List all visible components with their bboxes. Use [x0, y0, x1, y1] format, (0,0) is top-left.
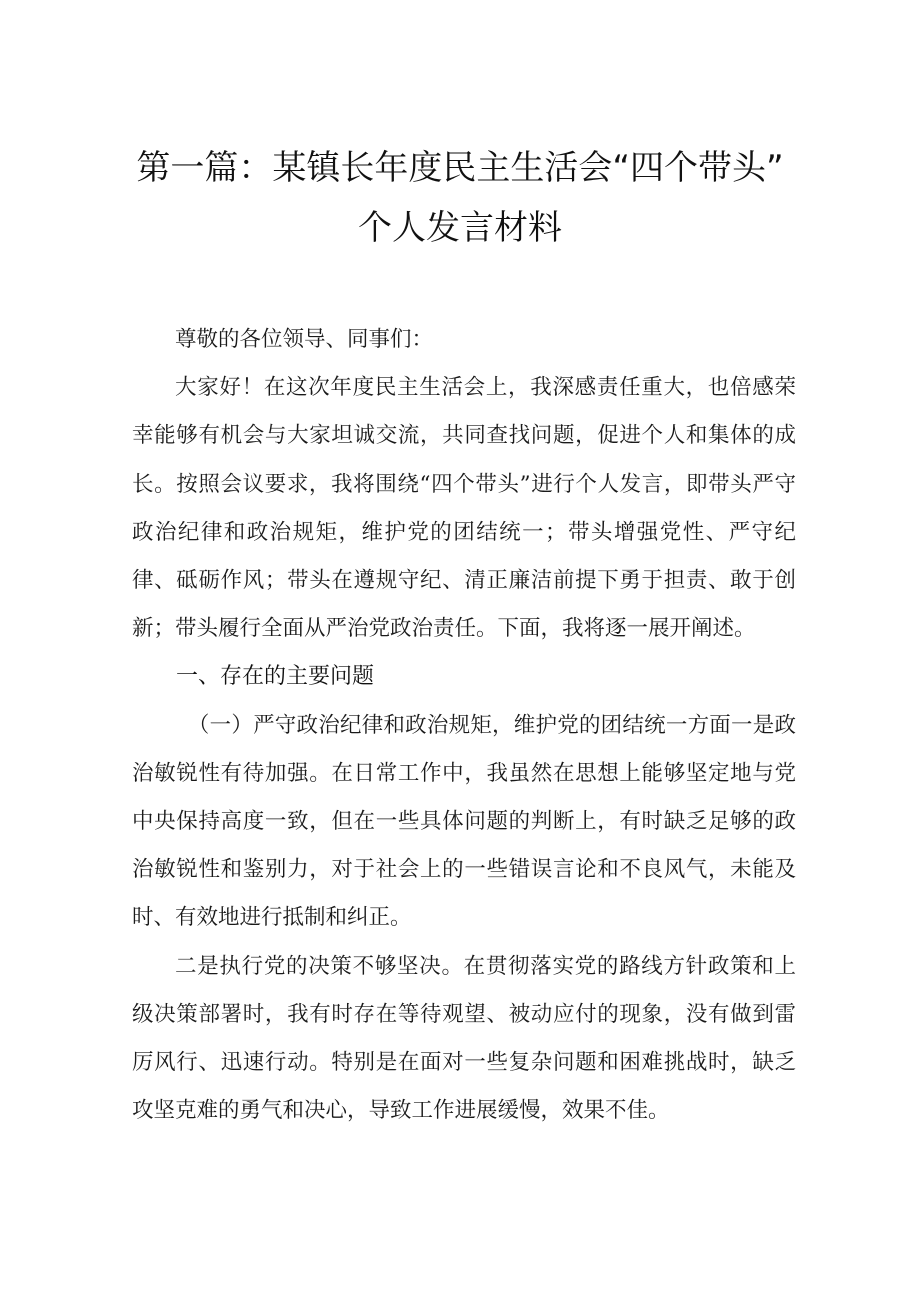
- title-line-1: 第一篇：某镇长年度民主生活会“四个带头”: [136, 148, 784, 188]
- greeting-paragraph: 尊敬的各位领导、同事们：: [175, 327, 434, 352]
- body-paragraph: （一）严守政治纪律和政治规矩，维护党的团结统一方面一是政治敏锐性有待加强。在日常工作中，我虽然在思想上能够坚定地与党中央保持高度一致，但在一些具体问题的判断上，有时缺乏足够的政治敏锐性和鉴别力，对于社会上的一些错误言论和不良风气，未能及时、有效地进行抵制和纠正。: [132, 712, 796, 931]
- body-paragraph: 二是执行党的决策不够坚决。在贯彻落实党的路线方针政策和上级决策部署时，我有时存在等待观望、被动应付的现象，没有做到雷厉风行、迅速行动。特别是在面对一些复杂问题和困难挑战时，缺乏攻坚克难的勇气和决心，导致工作进展缓慢，效果不佳。: [132, 953, 796, 1124]
- title-line-2: 个人发言材料: [358, 208, 562, 248]
- section-heading: 一、存在的主要问题: [176, 664, 375, 690]
- intro-paragraph: 大家好！在这次年度民主生活会上，我深感责任重大，也倍感荣幸能够有机会与大家坦诚交流，共同查找问题，促进个人和集体的成长。按照会议要求，我将围绕“四个带头”进行个人发言，即带头严守政治纪律和政治规矩，维护党的团结统一；带头增强党性、严守纪律、砥砺作风；带头在遵规守纪、清正廉洁前提下勇于担责、敢于创新；带头履行全面从严治党政治责任。下面，我将逐一展开阐述。: [132, 375, 796, 642]
- document-body: [132, 316, 796, 1135]
- document-title: [0, 138, 920, 258]
